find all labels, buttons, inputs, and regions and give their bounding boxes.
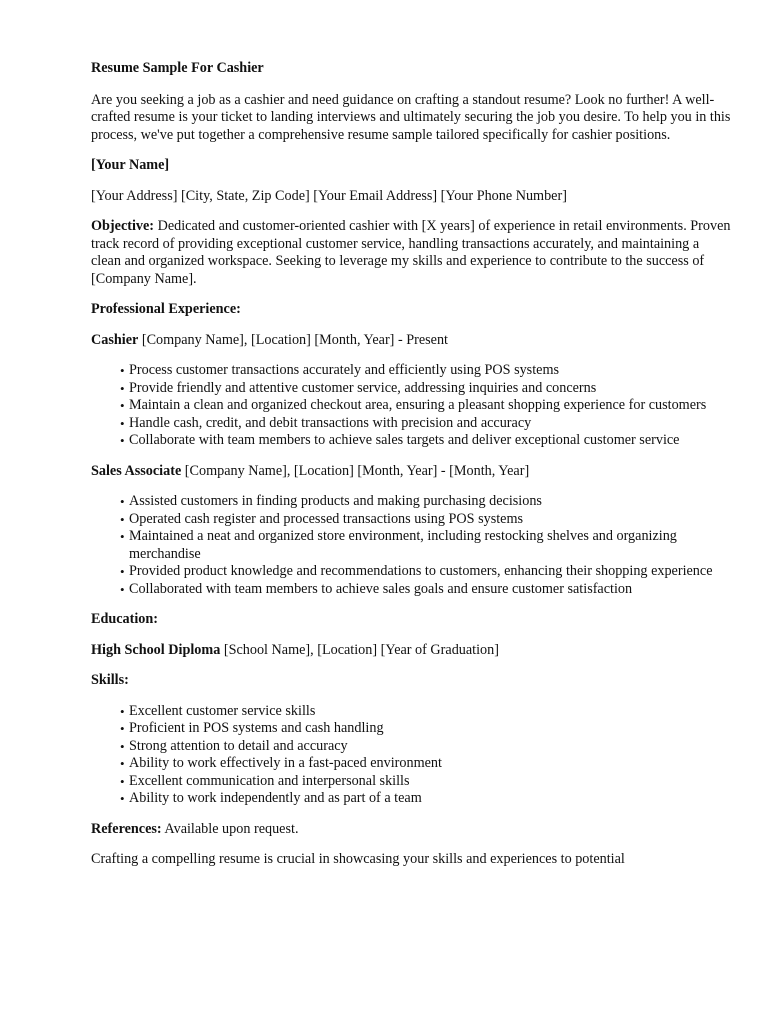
degree-title: High School Diploma [91,641,221,658]
job-sales-associate-bullets [91,493,731,598]
job-cashier-line [91,332,731,350]
objective-label: Objective: [91,218,155,234]
references-line [91,821,731,839]
job-details: [Company Name], [Location] [Month, Year] - Present [138,331,448,348]
job-sales-associate-line [91,463,731,481]
resume-document [91,60,731,869]
skill-item: • Excellent communication and interpersonal skills [129,773,731,791]
experience-heading: Professional Experience: [91,301,241,317]
bullet-item: • Collaborated with team members to achieve sales goals and ensure customer satisfaction [129,581,731,599]
job-title: Cashier [91,331,139,348]
skill-item: • Ability to work independently and as part of a team [129,790,731,808]
contact-line: [Your Address] [City, State, Zip Code] [Your Email Address] [Your Phone Number] [91,187,567,204]
document-title: Resume Sample For Cashier [91,60,264,76]
objective-text: Dedicated and customer-oriented cashier with [X years] of experience in retail environments. Proven track record of providing exceptional customer service, handling transactions accurately, and maintaining a clean and organized workspace. Seeking to leverage my skills and experience to contribute to the success of [Company Name]. [91,218,731,287]
objective-paragraph [91,218,731,288]
bullet-item: • Collaborate with team members to achieve sales targets and deliver exceptional customer service [129,432,731,450]
job-cashier-bullets [91,362,731,450]
bullet-item: • Handle cash, credit, and debit transactions with precision and accuracy [129,415,731,433]
skill-item: • Proficient in POS systems and cash handling [129,720,731,738]
bullet-item: • Provide friendly and attentive customer service, addressing inquiries and concerns [129,380,731,398]
skills-heading: Skills: [91,672,129,688]
references-label: References: [91,820,162,837]
education-heading: Education: [91,611,159,627]
bullet-item: • Assisted customers in finding products and making purchasing decisions [129,493,731,511]
job-title: Sales Associate [91,462,182,479]
references-text: Available upon request. [161,820,299,837]
bullet-item: • Process customer transactions accurately and efficiently using POS systems [129,362,731,380]
bullet-item: • Maintained a neat and organized store environment, including restocking shelves and organizing merchandise [129,528,731,563]
skill-item: • Ability to work effectively in a fast-paced environment [129,755,731,773]
job-details: [Company Name], [Location] [Month, Year] - [Month, Year] [181,462,530,479]
skill-item: • Excellent customer service skills [129,703,731,721]
name-placeholder: [Your Name] [91,157,170,173]
closing-paragraph: Crafting a compelling resume is crucial in showcasing your skills and experiences to potential [91,851,625,867]
skills-list [91,703,731,808]
bullet-item: • Operated cash register and processed transactions using POS systems [129,511,731,529]
education-line [91,642,731,660]
bullet-item: • Provided product knowledge and recommendations to customers, enhancing their shopping experience [129,563,731,581]
intro-paragraph: Are you seeking a job as a cashier and need guidance on crafting a standout resume? Look no further! A well-crafted resume is your ticket to landing interviews and ultimately securing the job you desire. To help you in this process, we've put together a comprehensive resume sample tailored specifically for cashier positions. [91,91,731,143]
education-details: [School Name], [Location] [Year of Graduation] [220,641,499,658]
bullet-item: • Maintain a clean and organized checkout area, ensuring a pleasant shopping experience for customers [129,397,731,415]
skill-item: • Strong attention to detail and accuracy [129,738,731,756]
